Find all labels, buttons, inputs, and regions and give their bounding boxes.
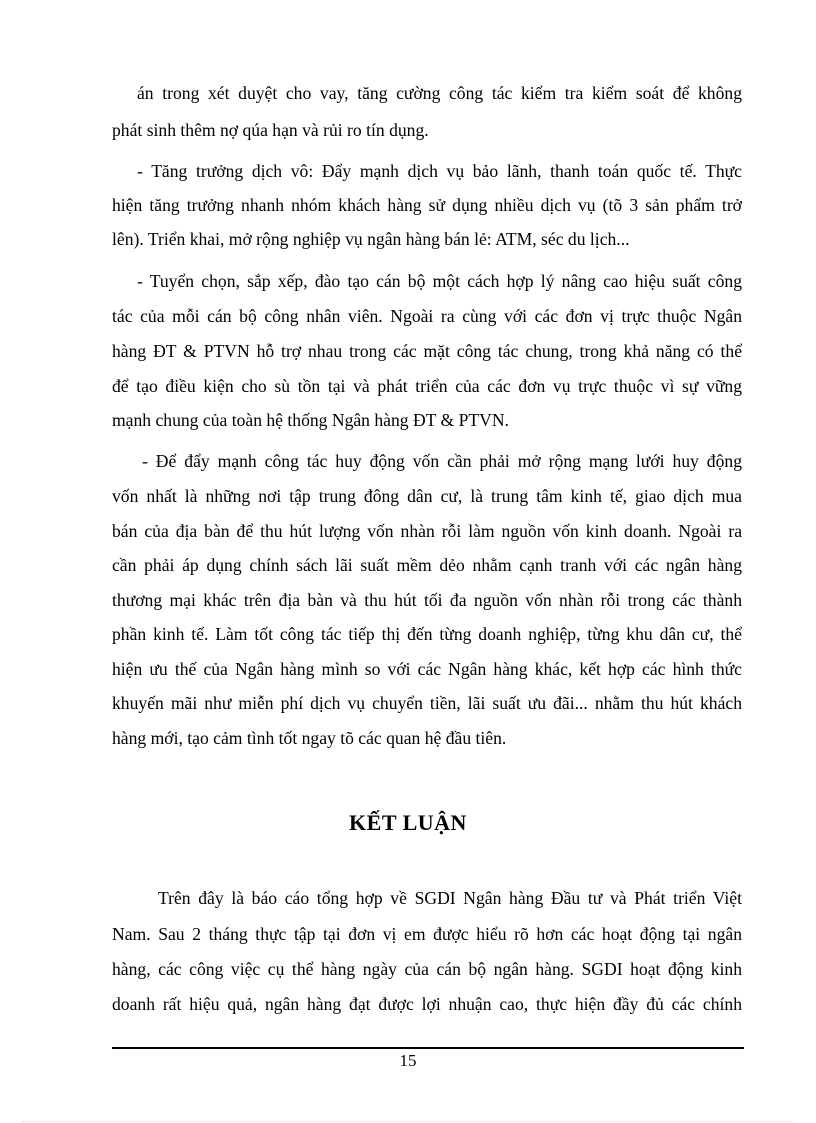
body-text-line: - Tuyển chọn, sắp xếp, đào tạo cán bộ một cách hợp lý nâng cao hiệu suất công <box>137 271 742 291</box>
body-text-line: hiện ưu thế của Ngân hàng mình so với các Ngân hàng khác, kết hợp các hình thức <box>112 659 742 679</box>
body-text-line: tác của mỗi cán bộ công nhân viên. Ngoài ra cùng với các đơn vị trực thuộc Ngân <box>112 306 742 326</box>
body-text-line: Trên đây là báo cáo tổng hợp về SGDI Ngân hàng Đầu tư và Phát triển Việt <box>158 888 742 908</box>
body-text-line: doanh rất hiệu quả, ngân hàng đạt được lợi nhuận cao, thực hiện đầy đủ các chính <box>112 994 742 1014</box>
page-edge-divider <box>22 1121 794 1122</box>
body-text-line: cần phải áp dụng chính sách lãi suất mềm dẻo nhằm cạnh tranh với các ngân hàng <box>112 555 742 575</box>
body-text-line: lên). Triển khai, mở rộng nghiệp vụ ngân hàng bán lẻ: ATM, séc du lịch... <box>112 229 630 249</box>
page-number: 15 <box>399 1051 417 1070</box>
body-text-line: phần kinh tế. Làm tốt công tác tiếp thị đến từng doanh nghiệp, từng khu dân cư, thể <box>112 624 742 644</box>
body-text-line: thương mại khác trên địa bàn và thu hút tối đa nguồn vốn nhàn rỗi trong các thành <box>112 590 742 610</box>
footer-divider <box>112 1047 744 1049</box>
body-text-line: hàng ĐT & PTVN hỗ trợ nhau trong các mặt công tác chung, trong khả năng có thể <box>112 341 742 361</box>
body-text-line: - Tăng trưởng dịch vô: Đẩy mạnh dịch vụ bảo lãnh, thanh toán quốc tế. Thực <box>137 161 742 181</box>
body-text-line: hiện tăng trưởng nhanh nhóm khách hàng sử dụng nhiều dịch vụ (tõ 3 sản phẩm trở <box>112 195 742 215</box>
body-text-line: án trong xét duyệt cho vay, tăng cường công tác kiểm tra kiểm soát để không <box>137 83 742 103</box>
body-text-line: hàng mới, tạo cảm tình tốt ngay tõ các quan hệ đầu tiên. <box>112 728 507 748</box>
body-text-line: mạnh chung của toàn hệ thống Ngân hàng ĐT & PTVN. <box>112 410 509 430</box>
body-text-line: - Để đẩy mạnh công tác huy động vốn cần phải mở rộng mạng lưới huy động <box>142 451 742 471</box>
body-text-line: Nam. Sau 2 tháng thực tập tại đơn vị em được hiểu rõ hơn các hoạt động tại ngân <box>112 924 742 944</box>
body-text-line: vốn nhất là những nơi tập trung đông dân cư, là trung tâm kinh tế, giao dịch mua <box>112 486 742 506</box>
body-text-line: hàng, các công việc cụ thể hàng ngày của cán bộ ngân hàng. SGDI hoạt động kinh <box>112 959 742 979</box>
body-text-line: khuyến mãi như miễn phí dịch vụ chuyển tiền, lãi suất ưu đãi... nhằm thu hút khách <box>112 693 742 713</box>
section-heading: KẾT LUẬN <box>349 810 467 835</box>
body-text-line: để tạo điều kiện cho sù tồn tại và phát triển của các đơn vụ trực thuộc vì sự vững <box>112 376 742 396</box>
body-text-line: phát sinh thêm nợ qúa hạn và rủi ro tín dụng. <box>112 120 429 140</box>
body-text-line: bán của địa bàn để thu hút lượng vốn nhàn rỗi làm nguồn vốn kinh doanh. Ngoài ra <box>112 521 742 541</box>
